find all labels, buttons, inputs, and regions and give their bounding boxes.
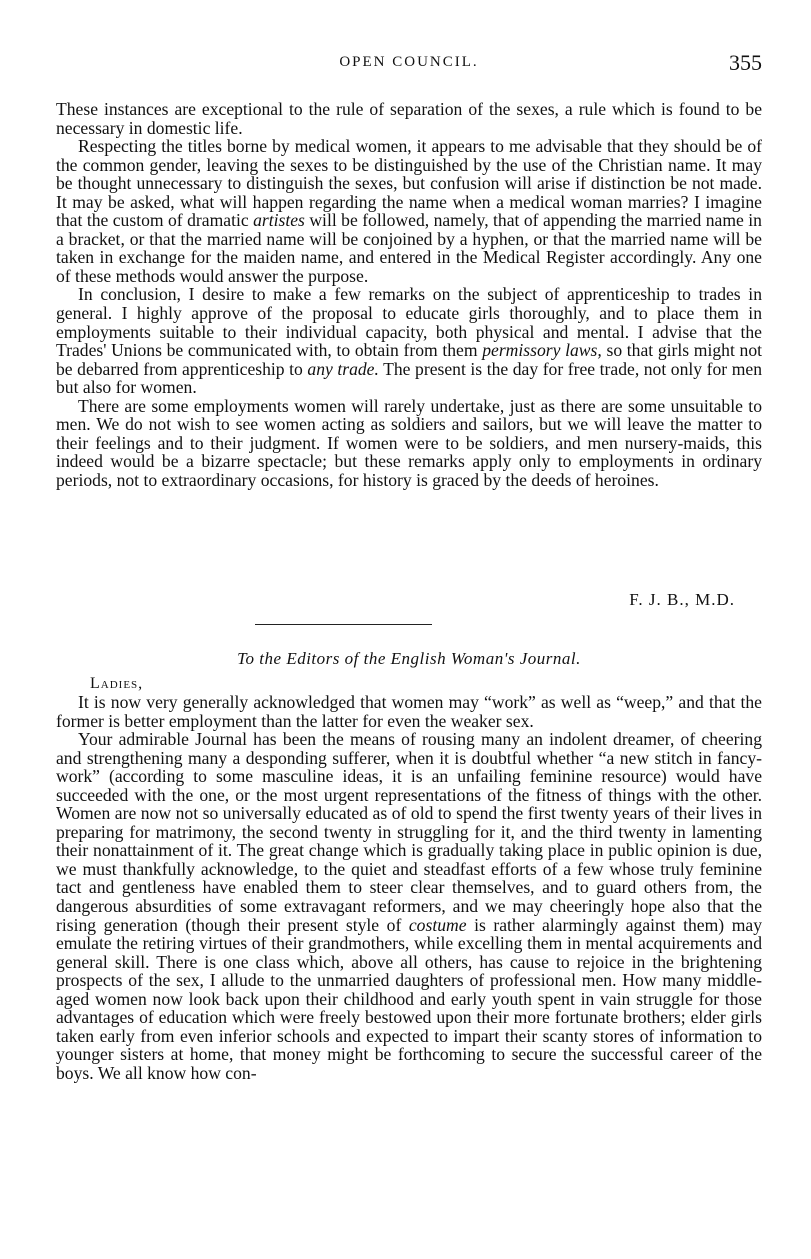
paragraph [56, 285, 762, 396]
letter-heading: To the Editors of the English Woman's Journal. [237, 649, 581, 668]
signature: F. J. B., M.D. [629, 590, 735, 609]
paragraph-text: Respecting the titles borne by medical women, it appears to me advisable that they should be of the common gender, leaving the sexes to be distinguished by the use of the Christian name. It may be thought unnecessary to distinguish the sexes, but confusion will arise if distinction be not made. It may be asked, what will happen regarding the name when a medical woman marries? I imagine that the custom of dramatic [56, 136, 762, 231]
paragraph [56, 693, 762, 730]
letter-one-body [56, 100, 762, 489]
running-title: OPEN COUNCIL. [339, 54, 479, 70]
section-divider [255, 624, 432, 625]
paragraph-text: so that girls might not be debarred from apprenticeship to [56, 340, 763, 379]
emphasis-text: permissory laws, [482, 340, 602, 361]
paragraph-text: will be followed, namely, that of appending the married name in a bracket, or that the married name will be conjoined by a hyphen, or that the married name will be taken in exchange for the maiden name, and entered in the Medical Register accordingly. Any one of these methods would answer the purpose. [56, 210, 762, 286]
running-head [56, 50, 762, 80]
paragraph-text: The present is the day for free trade, not only for men but also for women. [56, 358, 762, 398]
paragraph-text: Your admirable Journal has been the means of rousing many an indolent dreamer, of cheering and strengthening many a desponding sufferer, when it is doubtful whether “a new stitch in fancy-work” (according to some masculine ideas, it is an unfailing feminine resource) would have succeeded with the one, or the most urgent representations of the fitness of things with the other. Women are now not so universally educated as of old to spend the first twenty years of their lives in preparing for matrimony, the second twenty in struggling for it, and the third twenty in lamenting their nonattainment of it. The great change which is gradually taking place in public opinion is due, we must thankfully acknowledge, to the quiet and steadfast efforts of a few whose truly feminine tact and gentleness have enabled them to steer clear themselves, and to guard others from, the dangerous absurdities of some extravagant reformers, and we may cheeringly hope also that the rising generation (though their present style of [56, 729, 762, 935]
salutation: Ladies, [90, 675, 144, 692]
paragraph [56, 137, 762, 285]
paragraph [56, 730, 762, 1082]
page-number: 355 [729, 50, 762, 75]
paragraph-text: It is now very generally acknowledged that women may “work” as well as “weep,” and that the former is better employment than the latter for even the weaker sex. [56, 692, 762, 731]
paragraph-text: There are some employments women will rarely undertake, just as there are some unsuitable to men. We do not wish to see women acting as soldiers and sailors, but we will leave the matter to their feelings and to their judgment. If women were to be soldiers, and men nursery-maids, this indeed would be a bizarre spectacle; but these remarks apply only to employments in ordinary periods, not to extraordinary occasions, for history is graced by the deeds of heroines. [56, 395, 762, 490]
emphasis-text: costume [408, 914, 467, 935]
paragraph [56, 397, 762, 490]
paragraph-text: is rather alarmingly against them) may emulate the retiring virtues of their grandmothers, while excelling them in mental acquirements and general skill. There is one class which, above all others, has cause to rejoice in the brightening prospects of the sex, I allude to the unmarried daughters of professional men. How many middle-aged women now look back upon their childhood and early youth spent in vain struggle for those advantages of education which were freely bestowed upon their more fortunate brothers; elder girls taken early from even inferior schools and expected to impart their scanty stores of information to younger sisters at home, that money might be forthcoming to secure the successful career of the boys. We all know how con- [56, 914, 762, 1083]
paragraph-text: These instances are exceptional to the rule of separation of the sexes, a rule which is found to be necessary in domestic life. [56, 99, 762, 138]
paragraph [56, 100, 762, 137]
letter-two-body [56, 693, 762, 1082]
emphasis-text: any trade. [307, 358, 379, 379]
paragraph-text: In conclusion, I desire to make a few remarks on the subject of apprenticeship to trades in general. I highly approve of the proposal to educate girls thoroughly, and to place them in employments suitable to their individual capacity, both physical and mental. I advise that the Trades' Unions be communicated with, to obtain from them [56, 284, 762, 361]
emphasis-text: artistes [253, 210, 305, 231]
